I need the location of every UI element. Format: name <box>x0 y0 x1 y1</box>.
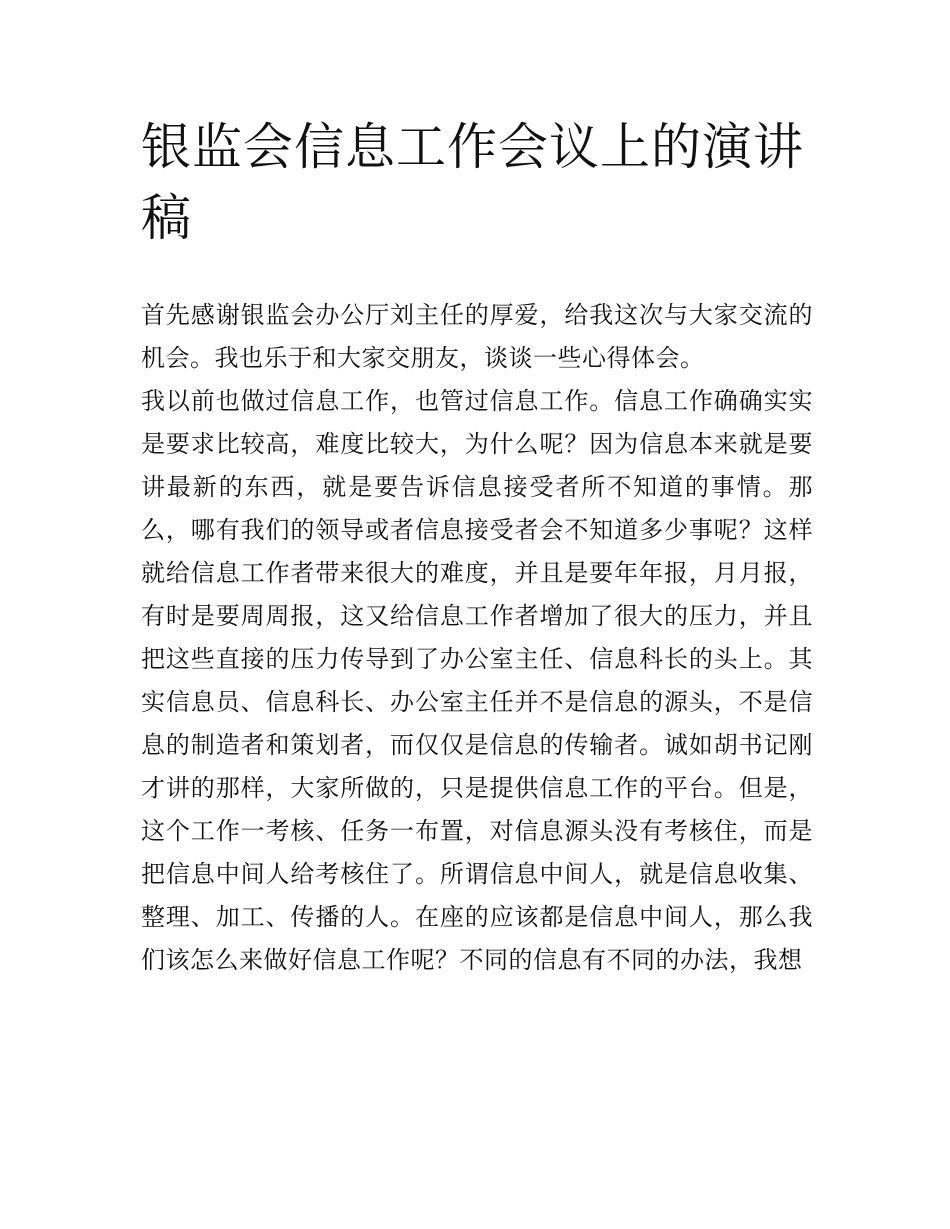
paragraph-main: 我以前也做过信息工作，也管过信息工作。信息工作确确实实是要求比较高，难度比较大，为什么呢？因为信息本来就是要讲最新的东西，就是要告诉信息接受者所不知道的事情。那么，哪有我们的领导或者信息接受者会不知道多少事呢？这样就给信息工作者带来很大的难度，并且是要年年报，月月报，有时是要周周报，这又给信息工作者增加了很大的压力，并且把这些直接的压力传导到了办公室主任、信息科长的头上。其实信息员、信息科长、办公室主任并不是信息的源头，不是信息的制造者和策划者，而仅仅是信息的传输者。诚如胡书记刚才讲的那样，大家所做的，只是提供信息工作的平台。但是，这个工作一考核、任务一布置，对信息源头没有考核住，而是把信息中间人给考核住了。所谓信息中间人，就是信息收集、整理、加工、传播的人。在座的应该都是信息中间人，那么我们该怎么来做好信息工作呢？不同的信息有不同的办法，我想 <box>141 387 813 974</box>
document-title: 银监会信息工作会议上的演讲稿 <box>141 118 804 247</box>
paragraph-intro: 首先感谢银监会办公厅刘主任的厚爱，给我这次与大家交流的机会。我也乐于和大家交朋友，谈谈一些心得体会。 <box>141 301 813 372</box>
document-body <box>141 112 813 982</box>
